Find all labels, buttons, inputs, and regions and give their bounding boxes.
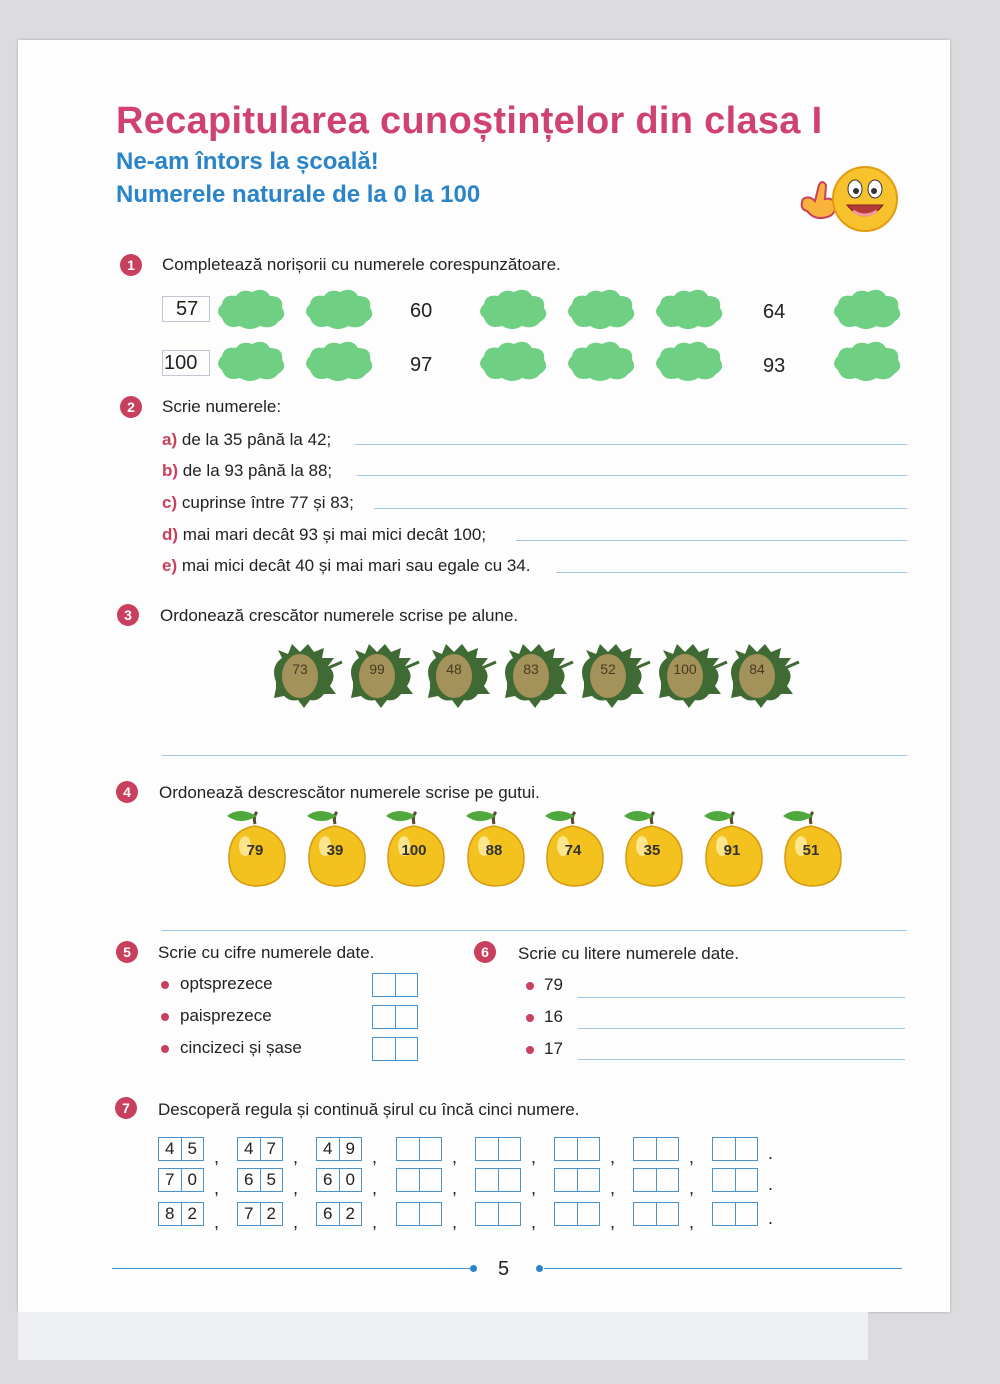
sequence-blank[interactable] <box>554 1168 600 1192</box>
comma: , <box>452 1178 458 1198</box>
section-subtitle: Ne-am întors la școală! <box>116 148 379 175</box>
answer-line[interactable] <box>578 1059 905 1060</box>
page-bottom-edge <box>18 1312 868 1360</box>
cloud-blank[interactable] <box>650 340 724 384</box>
comma: , <box>531 1147 537 1167</box>
comma: , <box>610 1178 616 1198</box>
comma: , <box>214 1178 220 1198</box>
comma: , <box>214 1212 220 1232</box>
comma: , <box>452 1212 458 1232</box>
hazelnut <box>576 638 654 708</box>
smiley-thumbs-up-icon <box>795 165 905 235</box>
sequence-term: 6 2 <box>316 1202 362 1226</box>
sequence-blank[interactable] <box>633 1202 679 1226</box>
bullet <box>161 981 169 989</box>
exercise-7-instruction: Descoperă regula și continuă șirul cu încă cinci numere. <box>158 1100 580 1119</box>
given-number: 17 <box>544 1039 563 1058</box>
sequence-blank[interactable] <box>475 1168 521 1192</box>
exercise-number: 6 <box>474 941 496 963</box>
comma: , <box>293 1147 299 1167</box>
digit-boxes[interactable] <box>372 1005 418 1029</box>
sequence-blank[interactable] <box>475 1137 521 1161</box>
bullet <box>526 1046 534 1054</box>
bullet <box>161 1045 169 1053</box>
quince-number: 88 <box>485 842 503 859</box>
section-topic: Numerele naturale de la 0 la 100 <box>116 181 481 208</box>
hazelnut <box>499 638 577 708</box>
quince <box>622 806 692 888</box>
answer-line[interactable] <box>162 930 907 931</box>
quince-number: 74 <box>564 842 582 859</box>
hazelnut <box>725 638 803 708</box>
quince-number: 39 <box>326 842 344 859</box>
quince-number: 35 <box>643 842 661 859</box>
quince-number: 51 <box>802 842 820 859</box>
comma: , <box>689 1147 695 1167</box>
period: . <box>768 1143 774 1163</box>
comma: , <box>689 1212 695 1232</box>
sequence-blank[interactable] <box>712 1202 758 1226</box>
sequence-blank[interactable] <box>633 1137 679 1161</box>
number-word: paisprezece <box>180 1006 272 1025</box>
quince <box>543 806 613 888</box>
sequence-blank[interactable] <box>554 1202 600 1226</box>
cloud-blank[interactable] <box>650 288 724 332</box>
comma: , <box>372 1147 378 1167</box>
item-c: c) cuprinse între 77 și 83; <box>162 493 354 512</box>
period: . <box>768 1174 774 1194</box>
comma: , <box>293 1212 299 1232</box>
sequence-term: 4 5 <box>158 1137 204 1161</box>
bullet <box>526 1014 534 1022</box>
exercise-number: 7 <box>115 1097 137 1119</box>
hazelnut-number: 73 <box>292 661 308 677</box>
answer-line[interactable] <box>374 508 907 509</box>
cloud-blank[interactable] <box>300 288 374 332</box>
sequence-term: 6 0 <box>316 1168 362 1192</box>
comma: , <box>293 1178 299 1198</box>
hazelnut-number: 83 <box>523 661 539 677</box>
sequence-blank[interactable] <box>712 1168 758 1192</box>
comma: , <box>610 1147 616 1167</box>
sequence-blank[interactable] <box>554 1137 600 1161</box>
sequence-blank[interactable] <box>633 1168 679 1192</box>
exercise-number: 5 <box>116 941 138 963</box>
exercise-1-instruction: Completează norișorii cu numerele corespunzătoare. <box>162 255 561 274</box>
comma: , <box>372 1212 378 1232</box>
sequence-term: 7 2 <box>237 1202 283 1226</box>
given-number: 93 <box>763 355 786 377</box>
sequence-term: 7 0 <box>158 1168 204 1192</box>
quince <box>225 806 295 888</box>
item-a: a) de la 35 până la 42; <box>162 430 332 449</box>
footer-dot <box>470 1265 477 1272</box>
answer-line[interactable] <box>578 997 905 998</box>
sequence-blank[interactable] <box>396 1168 442 1192</box>
cloud-blank[interactable] <box>562 340 636 384</box>
sequence-term: 6 5 <box>237 1168 283 1192</box>
sequence-blank[interactable] <box>396 1202 442 1226</box>
answer-line[interactable] <box>516 540 907 541</box>
given-number: 100 <box>164 352 198 374</box>
quince <box>464 806 534 888</box>
quince <box>781 806 851 888</box>
given-number: 60 <box>410 300 433 322</box>
hazelnut-number: 100 <box>673 661 697 677</box>
hazelnut-number: 52 <box>600 661 616 677</box>
hazelnut-number: 48 <box>446 661 462 677</box>
sequence-term: 4 7 <box>237 1137 283 1161</box>
given-number: 64 <box>763 301 786 323</box>
exercise-2-instruction: Scrie numerele: <box>162 397 282 416</box>
exercise-number: 4 <box>116 781 138 803</box>
exercise-number: 3 <box>117 604 139 626</box>
quince <box>384 806 454 888</box>
answer-line[interactable] <box>556 572 907 573</box>
answer-line[interactable] <box>357 475 907 476</box>
quince-number: 100 <box>401 842 427 859</box>
bullet <box>161 1013 169 1021</box>
exercise-4-instruction: Ordonează descrescător numerele scrise pe gutui. <box>159 783 540 802</box>
number-word: optsprezece <box>180 974 273 993</box>
sequence-blank[interactable] <box>712 1137 758 1161</box>
hazelnut <box>345 638 423 708</box>
digit-boxes[interactable] <box>372 1037 418 1061</box>
comma: , <box>531 1212 537 1232</box>
hazelnut <box>653 638 731 708</box>
period: . <box>768 1208 774 1228</box>
cloud-blank[interactable] <box>474 340 548 384</box>
comma: , <box>531 1178 537 1198</box>
comma: , <box>610 1212 616 1232</box>
exercise-3-instruction: Ordonează crescător numerele scrise pe alune. <box>160 606 519 625</box>
quince <box>305 806 375 888</box>
item-e: e) mai mici decât 40 și mai mari sau egale cu 34. <box>162 556 531 575</box>
cloud-blank[interactable] <box>212 288 286 332</box>
number-word: cincizeci și șase <box>180 1038 302 1057</box>
quince <box>702 806 772 888</box>
exercise-number: 1 <box>120 254 142 276</box>
exercise-6-instruction: Scrie cu litere numerele date. <box>518 944 740 963</box>
page-number: 5 <box>498 1258 510 1280</box>
item-b: b) de la 93 până la 88; <box>162 461 333 480</box>
quince-number: 79 <box>246 842 264 859</box>
footer-rule-right <box>544 1268 902 1269</box>
given-number: 97 <box>410 354 433 376</box>
given-number: 16 <box>544 1007 563 1026</box>
cloud-blank[interactable] <box>828 340 902 384</box>
exercise-number: 2 <box>120 396 142 418</box>
item-d: d) mai mari decât 93 și mai mici decât 100; <box>162 525 487 544</box>
comma: , <box>689 1178 695 1198</box>
cloud-blank[interactable] <box>828 288 902 332</box>
given-number: 79 <box>544 975 563 994</box>
sequence-term: 8 2 <box>158 1202 204 1226</box>
answer-line[interactable] <box>162 755 907 756</box>
hazelnut-number: 84 <box>749 661 765 677</box>
comma: , <box>452 1147 458 1167</box>
exercise-5-instruction: Scrie cu cifre numerele date. <box>158 943 375 962</box>
given-number: 57 <box>176 298 199 320</box>
cloud-blank[interactable] <box>212 340 286 384</box>
answer-line[interactable] <box>355 444 907 445</box>
page-title: Recapitularea cunoștințelor din clasa I <box>116 100 823 142</box>
hazelnut <box>422 638 500 708</box>
comma: , <box>372 1178 378 1198</box>
cloud-blank[interactable] <box>562 288 636 332</box>
cloud-blank[interactable] <box>474 288 548 332</box>
cloud-blank[interactable] <box>300 340 374 384</box>
hazelnut <box>268 638 346 708</box>
quince-number: 91 <box>723 842 741 859</box>
footer-dot <box>536 1265 543 1272</box>
hazelnut-number: 99 <box>369 661 385 677</box>
sequence-blank[interactable] <box>475 1202 521 1226</box>
digit-boxes[interactable] <box>372 973 418 997</box>
bullet <box>526 982 534 990</box>
sequence-term: 4 9 <box>316 1137 362 1161</box>
answer-line[interactable] <box>578 1028 905 1029</box>
comma: , <box>214 1147 220 1167</box>
sequence-blank[interactable] <box>396 1137 442 1161</box>
footer-rule-left <box>112 1268 472 1269</box>
